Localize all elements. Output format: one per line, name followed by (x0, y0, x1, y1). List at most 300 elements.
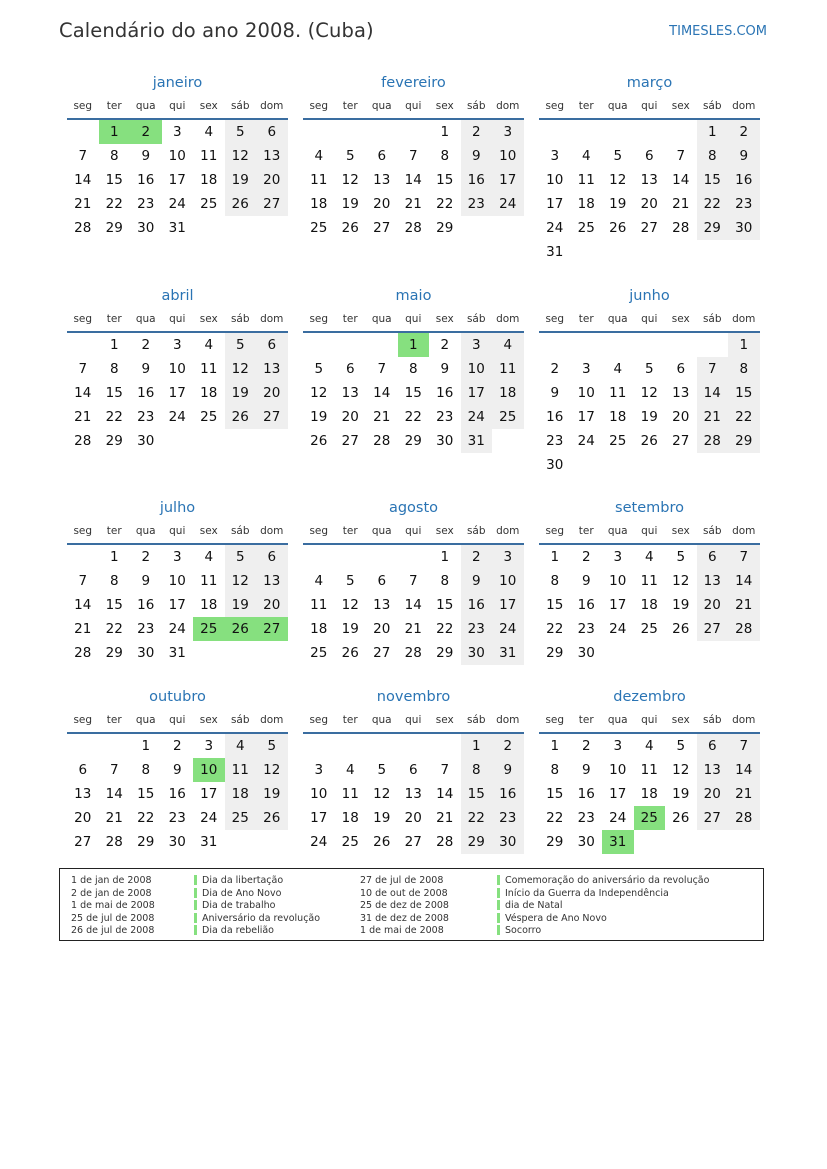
day-cell: 27 (373, 645, 391, 661)
weekday-label: dom (732, 100, 756, 112)
holiday-day-cell: 25 (193, 617, 225, 641)
weekday-label: qui (169, 525, 186, 537)
day-cell: 14 (74, 385, 92, 401)
day-cell: 24 (310, 834, 328, 850)
empty-cell (665, 333, 697, 357)
day-cell: 24 (168, 621, 186, 637)
weekday-label: ter (342, 100, 358, 112)
day-cell: 8 (440, 573, 450, 589)
day-cell: 3 (461, 333, 493, 357)
day-cell: 7 (408, 573, 418, 589)
day-cell: 2 (581, 738, 591, 754)
weekday-label: dom (732, 313, 756, 325)
legend-date: 25 de jul de 2008 (71, 912, 155, 924)
day-cell: 14 (728, 569, 760, 593)
day-cell: 10 (461, 357, 493, 381)
day-cell: 27 (256, 192, 288, 216)
day-cell: 3 (492, 120, 524, 144)
empty-cell (67, 333, 99, 357)
legend-date: 27 de jul de 2008 (360, 875, 444, 886)
weekday-label: sex (671, 100, 690, 112)
day-cell: 26 (609, 220, 627, 236)
day-cell: 13 (373, 597, 391, 613)
weekday-label: qua (371, 525, 392, 537)
legend-holiday-name: Véspera de Ano Novo (505, 912, 607, 924)
day-cell: 18 (577, 196, 595, 212)
empty-cell (571, 333, 603, 357)
day-cell: 9 (728, 144, 760, 168)
day-cell: 5 (314, 361, 324, 377)
day-cell: 25 (225, 806, 257, 830)
day-cell: 9 (141, 148, 151, 164)
weekday-label: sáb (702, 714, 722, 726)
day-cell: 26 (225, 192, 257, 216)
empty-cell (366, 333, 398, 357)
day-cell: 19 (225, 381, 257, 405)
day-cell: 21 (105, 810, 123, 826)
day-cell: 15 (105, 172, 123, 188)
day-cell: 22 (546, 621, 564, 637)
day-cell: 14 (672, 172, 690, 188)
weekday-label: sex (671, 525, 690, 537)
day-cell: 28 (436, 834, 454, 850)
legend-holiday-name: Dia da libertação (202, 875, 284, 886)
weekday-label: seg (309, 525, 329, 537)
day-cell: 30 (436, 433, 454, 449)
day-cell: 9 (581, 573, 591, 589)
page-title: Calendário do ano 2008. (Cuba) (59, 19, 374, 42)
day-cell: 28 (74, 220, 92, 236)
day-cell: 12 (341, 172, 359, 188)
empty-cell (366, 120, 398, 144)
day-cell: 23 (546, 433, 564, 449)
day-cell: 29 (404, 433, 422, 449)
day-cell: 5 (676, 738, 686, 754)
legend-holiday-name: Aniversário da revolução (202, 912, 321, 924)
day-cell: 7 (728, 545, 760, 569)
month-name: maio (395, 288, 432, 304)
day-cell: 13 (697, 758, 729, 782)
weekday-header (67, 708, 288, 734)
day-cell: 29 (436, 220, 454, 236)
day-grid (303, 333, 524, 453)
weekday-label: ter (342, 525, 358, 537)
day-cell: 16 (492, 782, 524, 806)
day-cell: 13 (373, 172, 391, 188)
day-cell: 9 (440, 361, 450, 377)
day-cell: 18 (200, 172, 218, 188)
day-cell: 9 (492, 758, 524, 782)
day-cell: 8 (697, 144, 729, 168)
weekday-header (539, 94, 760, 120)
day-cell: 29 (137, 834, 155, 850)
day-cell: 11 (200, 148, 218, 164)
day-cell: 22 (728, 405, 760, 429)
brand-link[interactable]: TIMESLES.COM (669, 24, 767, 39)
weekday-label: seg (73, 525, 93, 537)
day-cell: 20 (697, 782, 729, 806)
weekday-label: sex (671, 714, 690, 726)
day-cell: 19 (256, 782, 288, 806)
holiday-day-cell: 26 (225, 617, 257, 641)
day-cell: 17 (310, 810, 328, 826)
day-cell: 22 (697, 192, 729, 216)
day-cell: 30 (577, 834, 595, 850)
day-cell: 1 (697, 120, 729, 144)
day-cell: 29 (105, 220, 123, 236)
weekday-label: sex (671, 313, 690, 325)
day-cell: 30 (461, 641, 493, 665)
day-cell: 29 (105, 433, 123, 449)
day-cell: 20 (74, 810, 92, 826)
day-cell: 20 (256, 381, 288, 405)
day-cell: 12 (373, 786, 391, 802)
day-cell: 25 (577, 220, 595, 236)
day-cell: 30 (728, 216, 760, 240)
day-cell: 17 (492, 168, 524, 192)
legend-date: 25 de dez de 2008 (360, 900, 449, 911)
day-cell: 10 (492, 569, 524, 593)
day-cell: 26 (310, 433, 328, 449)
day-grid (539, 545, 760, 665)
day-cell: 25 (200, 196, 218, 212)
day-cell: 2 (550, 361, 560, 377)
day-cell: 16 (577, 786, 595, 802)
day-cell: 15 (728, 381, 760, 405)
day-cell: 6 (697, 734, 729, 758)
day-cell: 5 (256, 734, 288, 758)
day-cell: 23 (137, 409, 155, 425)
weekday-label: seg (309, 313, 329, 325)
weekday-label: seg (545, 525, 565, 537)
weekday-label: sex (435, 525, 454, 537)
holiday-day-cell: 1 (99, 120, 131, 144)
day-cell: 12 (640, 385, 658, 401)
month-name: setembro (615, 500, 684, 516)
day-cell: 6 (256, 120, 288, 144)
day-cell: 5 (225, 545, 257, 569)
day-grid (303, 734, 524, 854)
legend-holiday-name: Início da Guerra da Independência (505, 887, 669, 899)
day-cell: 16 (461, 168, 493, 192)
day-cell: 3 (613, 549, 623, 565)
day-cell: 28 (728, 806, 760, 830)
weekday-label: qui (405, 525, 422, 537)
day-cell: 11 (310, 172, 328, 188)
day-cell: 4 (644, 549, 654, 565)
weekday-label: sáb (230, 525, 250, 537)
empty-cell (366, 734, 398, 758)
weekday-label: sáb (230, 313, 250, 325)
day-cell: 17 (168, 385, 186, 401)
day-grid (303, 120, 524, 240)
legend-holiday-name: Dia da rebelião (202, 925, 274, 936)
day-cell: 3 (550, 148, 560, 164)
day-cell: 2 (172, 738, 182, 754)
month-name: abril (161, 288, 194, 304)
day-cell: 21 (74, 196, 92, 212)
month-name: novembro (376, 689, 451, 705)
weekday-label: qui (169, 313, 186, 325)
weekday-label: ter (578, 313, 594, 325)
weekday-label: qua (135, 714, 156, 726)
day-cell: 30 (492, 830, 524, 854)
day-cell: 21 (373, 409, 391, 425)
day-cell: 27 (697, 806, 729, 830)
legend-names-right (505, 875, 709, 938)
day-cell: 28 (672, 220, 690, 236)
day-cell: 12 (225, 357, 257, 381)
day-cell: 26 (256, 806, 288, 830)
weekday-label: sáb (702, 100, 722, 112)
day-cell: 16 (461, 593, 493, 617)
legend-date: 26 de jul de 2008 (71, 925, 155, 936)
day-cell: 19 (373, 810, 391, 826)
day-cell: 1 (109, 549, 119, 565)
day-cell: 24 (609, 621, 627, 637)
weekday-label: qua (371, 714, 392, 726)
day-cell: 29 (105, 645, 123, 661)
day-cell: 11 (225, 758, 257, 782)
weekday-label: dom (260, 525, 284, 537)
day-cell: 20 (373, 621, 391, 637)
day-cell: 6 (78, 762, 88, 778)
day-cell: 5 (676, 549, 686, 565)
day-cell: 19 (341, 196, 359, 212)
day-cell: 18 (225, 782, 257, 806)
empty-cell (429, 734, 461, 758)
day-cell: 12 (310, 385, 328, 401)
weekday-header (303, 519, 524, 545)
holiday-legend (59, 868, 764, 941)
weekday-header (67, 307, 288, 333)
day-cell: 24 (609, 810, 627, 826)
day-cell: 2 (440, 337, 450, 353)
day-cell: 14 (105, 786, 123, 802)
day-cell: 14 (373, 385, 391, 401)
day-cell: 11 (492, 357, 524, 381)
day-cell: 18 (609, 409, 627, 425)
day-cell: 7 (676, 148, 686, 164)
day-cell: 31 (168, 220, 186, 236)
weekday-label: qua (607, 714, 628, 726)
empty-cell (303, 333, 335, 357)
weekday-label: qua (135, 313, 156, 325)
weekday-label: seg (545, 100, 565, 112)
weekday-label: qua (135, 525, 156, 537)
day-cell: 19 (640, 409, 658, 425)
weekday-label: qua (135, 100, 156, 112)
day-cell: 4 (581, 148, 591, 164)
day-cell: 15 (546, 786, 564, 802)
day-cell: 18 (200, 385, 218, 401)
day-cell: 17 (492, 593, 524, 617)
day-cell: 29 (697, 216, 729, 240)
day-cell: 5 (225, 333, 257, 357)
day-cell: 20 (697, 593, 729, 617)
day-cell: 30 (168, 834, 186, 850)
weekday-label: sex (435, 714, 454, 726)
day-cell: 19 (310, 409, 328, 425)
weekday-label: ter (342, 714, 358, 726)
month-name: julho (159, 500, 196, 516)
day-cell: 6 (345, 361, 355, 377)
weekday-label: ter (106, 100, 122, 112)
weekday-header (303, 94, 524, 120)
day-cell: 25 (341, 834, 359, 850)
day-cell: 3 (172, 124, 182, 140)
month-name: janeiro (152, 75, 203, 91)
day-cell: 6 (256, 545, 288, 569)
day-cell: 2 (461, 545, 493, 569)
day-cell: 23 (168, 810, 186, 826)
day-cell: 25 (640, 621, 658, 637)
month-block (539, 686, 760, 854)
day-cell: 4 (204, 549, 214, 565)
weekday-label: qua (371, 313, 392, 325)
day-cell: 26 (373, 834, 391, 850)
weekday-label: dom (496, 714, 520, 726)
day-cell: 2 (728, 120, 760, 144)
day-cell: 16 (168, 786, 186, 802)
day-cell: 10 (546, 172, 564, 188)
day-cell: 16 (436, 385, 454, 401)
day-cell: 28 (105, 834, 123, 850)
day-cell: 13 (256, 357, 288, 381)
day-cell: 23 (436, 409, 454, 425)
day-grid (67, 120, 288, 240)
weekday-label: qua (607, 100, 628, 112)
day-cell: 26 (672, 810, 690, 826)
day-cell: 20 (341, 409, 359, 425)
weekday-label: sáb (702, 525, 722, 537)
day-cell: 19 (672, 597, 690, 613)
weekday-label: qui (641, 714, 658, 726)
day-cell: 21 (404, 621, 422, 637)
day-cell: 8 (728, 357, 760, 381)
day-cell: 5 (345, 573, 355, 589)
weekday-label: seg (309, 714, 329, 726)
day-cell: 3 (613, 738, 623, 754)
day-cell: 16 (137, 172, 155, 188)
day-cell: 22 (137, 810, 155, 826)
day-cell: 25 (492, 405, 524, 429)
day-cell: 26 (225, 405, 257, 429)
weekday-label: sáb (230, 100, 250, 112)
empty-cell (335, 545, 367, 569)
holiday-day-cell: 10 (193, 758, 225, 782)
day-cell: 12 (672, 573, 690, 589)
day-cell: 17 (609, 786, 627, 802)
day-cell: 24 (577, 433, 595, 449)
day-cell: 21 (74, 621, 92, 637)
day-cell: 31 (461, 429, 493, 453)
weekday-label: dom (496, 313, 520, 325)
day-cell: 15 (137, 786, 155, 802)
weekday-label: dom (260, 714, 284, 726)
day-cell: 4 (204, 337, 214, 353)
weekday-label: sex (435, 100, 454, 112)
day-cell: 6 (676, 361, 686, 377)
day-cell: 9 (461, 569, 493, 593)
day-cell: 5 (345, 148, 355, 164)
empty-cell (539, 333, 571, 357)
legend-date: 2 de jan de 2008 (71, 887, 152, 899)
day-cell: 3 (581, 361, 591, 377)
day-cell: 26 (672, 621, 690, 637)
day-cell: 5 (644, 361, 654, 377)
day-cell: 15 (546, 597, 564, 613)
day-cell: 24 (492, 617, 524, 641)
day-cell: 13 (256, 569, 288, 593)
weekday-header (539, 708, 760, 734)
legend-date: 1 de mai de 2008 (71, 900, 155, 911)
day-cell: 20 (672, 409, 690, 425)
day-cell: 8 (461, 758, 493, 782)
day-cell: 15 (105, 597, 123, 613)
month-block (539, 497, 760, 665)
empty-cell (398, 545, 430, 569)
day-cell: 6 (256, 333, 288, 357)
day-cell: 14 (74, 597, 92, 613)
day-cell: 31 (546, 244, 564, 260)
empty-cell (697, 333, 729, 357)
day-cell: 18 (640, 786, 658, 802)
holiday-day-cell: 2 (130, 120, 162, 144)
day-cell: 12 (225, 569, 257, 593)
day-cell: 8 (109, 361, 119, 377)
weekday-label: seg (73, 313, 93, 325)
weekday-label: dom (496, 100, 520, 112)
legend-dates-right (360, 875, 449, 938)
day-cell: 22 (404, 409, 422, 425)
day-cell: 22 (436, 196, 454, 212)
day-cell: 28 (728, 617, 760, 641)
legend-date: 10 de out de 2008 (360, 887, 448, 899)
weekday-label: qui (169, 100, 186, 112)
day-cell: 17 (168, 597, 186, 613)
weekday-label: sáb (466, 100, 486, 112)
day-cell: 27 (640, 220, 658, 236)
day-cell: 5 (225, 120, 257, 144)
day-cell: 7 (377, 361, 387, 377)
weekday-label: sáb (466, 525, 486, 537)
day-cell: 22 (546, 810, 564, 826)
empty-cell (99, 734, 131, 758)
day-cell: 1 (728, 333, 760, 357)
empty-cell (67, 545, 99, 569)
day-cell: 24 (492, 192, 524, 216)
day-cell: 4 (345, 762, 355, 778)
day-cell: 29 (546, 645, 564, 661)
day-grid (303, 545, 524, 665)
day-cell: 20 (256, 593, 288, 617)
day-cell: 24 (168, 196, 186, 212)
day-cell: 12 (341, 597, 359, 613)
month-name: outubro (149, 689, 206, 705)
day-cell: 28 (404, 220, 422, 236)
day-cell: 18 (310, 196, 328, 212)
month-block (67, 72, 288, 240)
day-cell: 14 (74, 172, 92, 188)
day-cell: 4 (204, 124, 214, 140)
day-cell: 27 (404, 834, 422, 850)
day-grid (67, 333, 288, 453)
day-cell: 6 (644, 148, 654, 164)
weekday-label: ter (578, 100, 594, 112)
month-name: junho (629, 288, 670, 304)
month-name: dezembro (613, 689, 686, 705)
